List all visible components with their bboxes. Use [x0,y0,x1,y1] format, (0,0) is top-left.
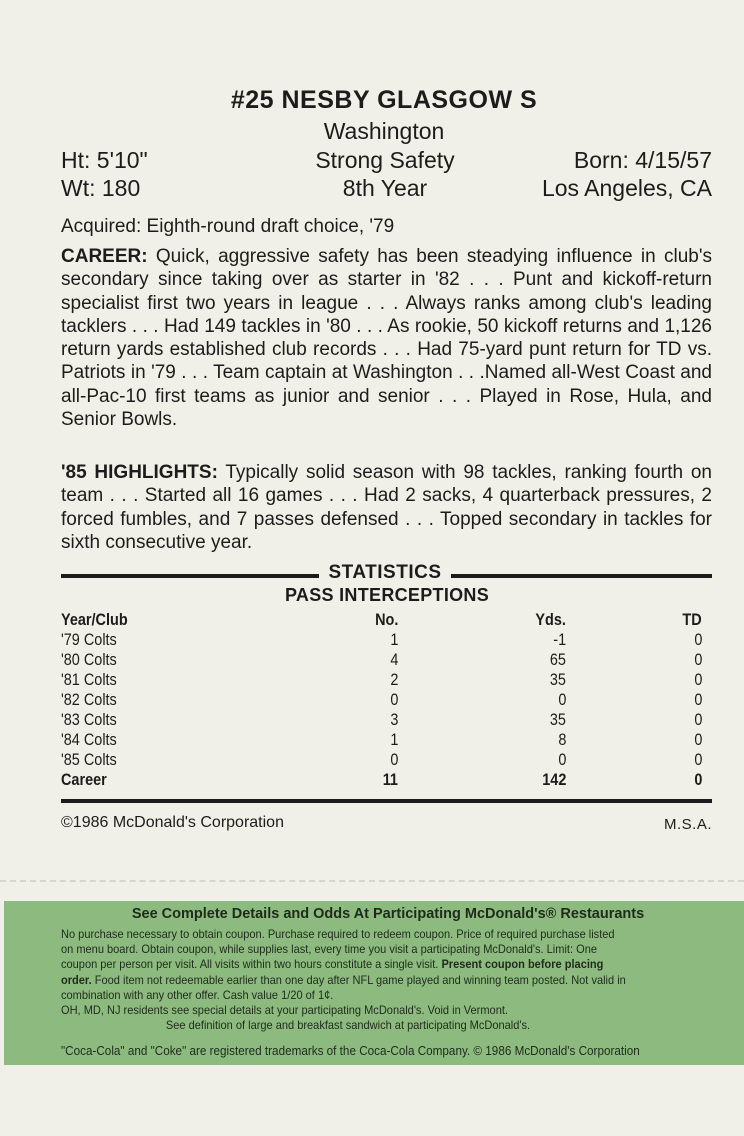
career-totals-row [61,770,712,790]
cell-yds: 0 [557,690,566,709]
coupon-line [61,973,716,988]
cell-no: 0 [389,750,398,769]
cell-td: 0 [693,670,702,689]
cell-yds: 65 [549,650,566,669]
cell-no: 0 [389,690,398,709]
cell-yds: -1 [553,630,566,649]
stats-header-row [61,610,712,630]
cell-club: '80 Colts [61,650,117,669]
coupon-line: See definition of large and breakfast sandwich at participating McDonald's. [165,1018,531,1033]
divider-right [451,574,712,578]
highlights-text: Typically solid season with 98 tackles, ranking fourth on team . . . Started all 16 games . . . Had 2 sacks, 4 quarterback pressures, 2 forced fumbles, and 7 passes defensed . . . Topped secondary in tackles for sixth consecutive year. [61,462,712,553]
career-paragraph [61,245,712,431]
highlights-label: '85 HIGHLIGHTS: [61,462,218,483]
cell-no: 4 [389,650,398,669]
cell-yds: 0 [557,750,566,769]
player-birthplace: Los Angeles, CA [541,175,712,201]
player-position: Strong Safety [315,147,455,173]
col-header-yds: Yds. [535,610,566,629]
coupon-line-part: coupon per person per visit. All visits within two hours constitute a single visit. [61,957,442,972]
col-header-no: No. [374,610,398,629]
divider-left [61,574,319,578]
cell-td: 0 [693,710,702,729]
cell-no: 1 [389,730,398,749]
acquired-text: Acquired: Eighth-round draft choice, '79 [61,216,395,237]
statistics-heading: STATISTICS [328,562,442,583]
coupon-line: combination with any other offer. Cash value 1/20 of 1¢. [61,987,334,1002]
cell-yds: 142 [541,770,566,789]
cell-club: '79 Colts [61,630,117,649]
table-row [61,730,712,750]
table-row [61,750,712,770]
cell-td: 0 [693,650,702,669]
player-born: Born: 4/15/57 [573,147,712,173]
career-text: Quick, aggressive safety has been steadying influence in club's secondary since taking over as starter in '82 . . . Punt and kickoff-return specialist first two years in league . . . Always ranks among club's leading tacklers . . . Had 149 tackles in '80 . . . As rookie, 50 kickoff returns and 1,126 return yards established club records . . . Had 75-yard punt return for TD vs. Patriots in '79 . . . Team captain at Washington . . .Named all-West Coast and all-Pac-10 first teams as junior and senior . . . Played in Rose, Hula, and Senior Bowls. [61,246,712,431]
player-team: Washington [323,118,445,144]
player-weight: Wt: 180 [61,175,141,201]
cell-no: 3 [389,710,398,729]
coupon-headline: See Complete Details and Odds At Participating McDonald's® Restaurants [131,906,645,922]
cell-yds: 35 [549,670,566,689]
statistics-header-bar [61,562,712,584]
coupon-line-bold: Present coupon before placing [441,957,604,972]
player-year: 8th Year [342,175,428,201]
table-row [61,690,712,710]
col-header-club: Year/Club [61,610,128,629]
cell-yds: 8 [557,730,566,749]
coupon-line [61,957,716,972]
cell-no: 1 [389,630,398,649]
highlights-paragraph [61,461,712,554]
table-row [61,670,712,690]
cell-td: 0 [693,750,702,769]
coupon-line-part: Food item not redeemable earlier than one day after NFL game played and winning team posted. Not valid in [91,972,626,987]
coupon-line: OH, MD, NJ residents see special details at your participating McDonald's. Void in Vermont. [61,1003,508,1018]
copyright-text: ©1986 McDonald's Corporation [61,814,284,831]
stats-table [61,610,712,790]
cell-yds: 35 [549,710,566,729]
cell-td: 0 [693,630,702,649]
coupon-line: on menu board. Obtain coupon, while supplies last, every time you visit a participating McDonald's. Limit: One [61,942,597,957]
table-row [61,630,712,650]
cell-td: 0 [693,770,702,789]
stats-bottom-divider [61,799,712,803]
cell-no: 2 [389,670,398,689]
coupon-line: No purchase necessary to obtain coupon. Purchase required to redeem coupon. Price of required purchase listed [61,927,615,941]
table-row [61,650,712,670]
player-title: #25 NESBY GLASGOW S [230,86,538,114]
pass-interceptions-heading: PASS INTERCEPTIONS [284,585,490,605]
career-label: CAREER: [61,246,148,267]
cell-club: '84 Colts [61,730,117,749]
cell-club: Career [61,770,107,789]
cell-club: '82 Colts [61,690,117,709]
player-height: Ht: 5'10" [61,147,148,173]
cell-td: 0 [693,730,702,749]
coupon-line-bold: order. [61,972,92,987]
col-header-td: TD [682,610,702,629]
cell-club: '85 Colts [61,750,117,769]
cell-no: 11 [382,770,398,789]
msa-text: M.S.A. [663,816,712,833]
cell-club: '83 Colts [61,710,117,729]
table-row [61,710,712,730]
perforation-line [0,880,744,882]
trademark-text: "Coca-Cola" and "Coke" are registered trademarks of the Coca-Cola Company. © 1986 McDonald's Corporation [61,1043,640,1058]
coupon-body [61,927,716,1033]
cell-club: '81 Colts [61,670,117,689]
cell-td: 0 [693,690,702,709]
